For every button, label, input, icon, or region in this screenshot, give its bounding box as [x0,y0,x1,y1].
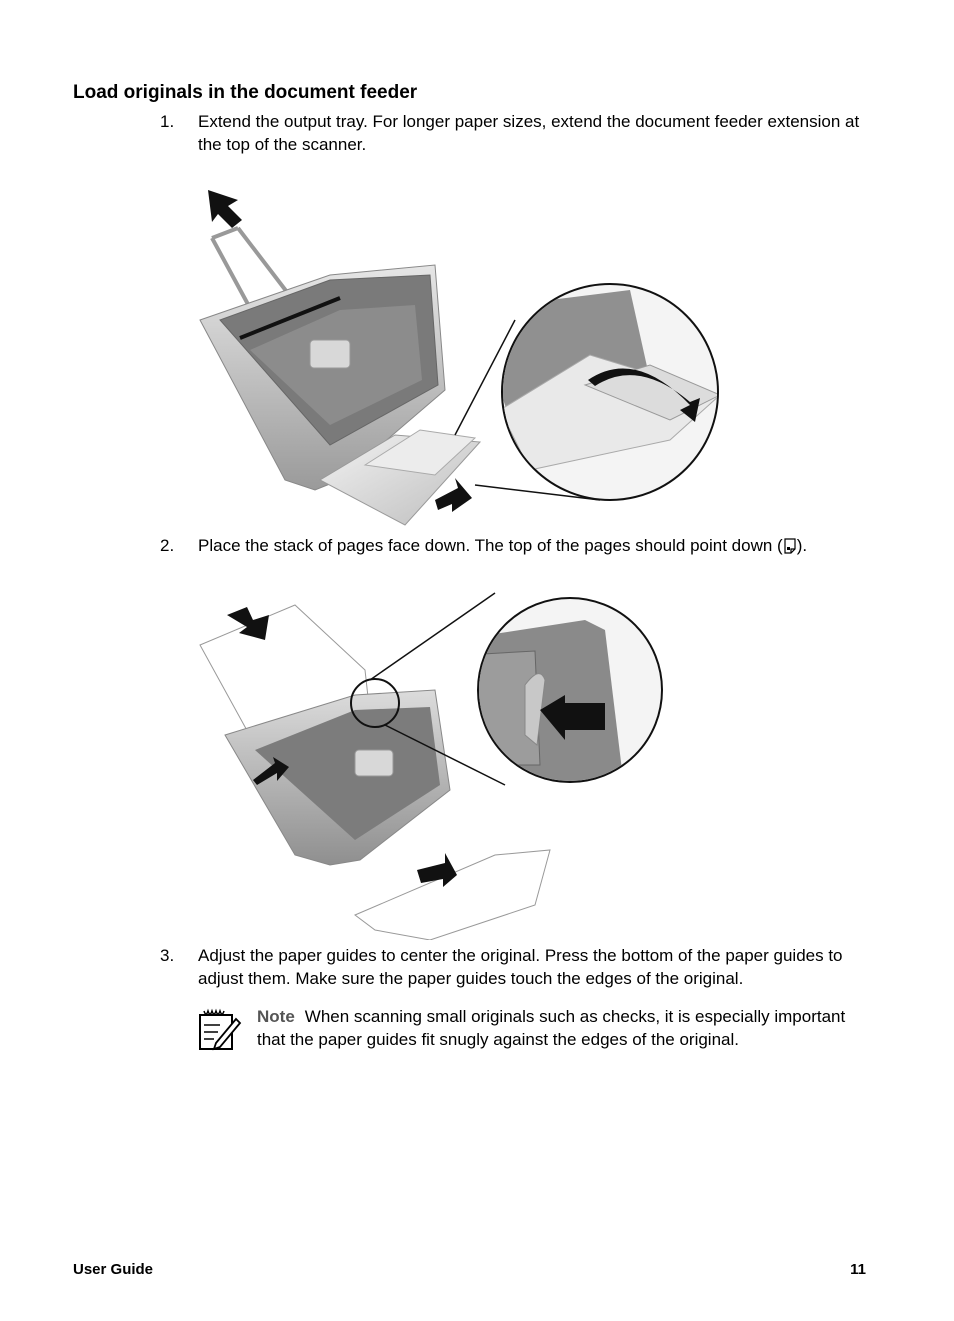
step-text: Extend the output tray. For longer paper sizes, extend the document feeder extension at the top of the scanner. [198,112,860,154]
page-orientation-icon [783,538,797,554]
note-body: When scanning small originals such as checks, it is especially important that the paper guides fit snugly against the edges of the original. [257,1007,846,1049]
step-text: Adjust the paper guides to center the original. Press the bottom of the paper guides to adjust them. Make sure the paper guides touch the edges of the original. [198,946,843,988]
scanner-load-pages-illustration [195,585,670,940]
note-text-block [257,1005,877,1051]
note-pad-icon [196,1007,242,1053]
step-number: 2. [160,536,175,555]
page-heading: Load originals in the document feeder [73,82,418,103]
footer-left: User Guide [73,1261,154,1278]
scanner-output-tray-illustration [190,180,730,530]
step-text-before: Place the stack of pages face down. The top of the pages should point down ( [198,536,783,555]
page-number: 11 [850,1261,866,1278]
step-text-after: ). [796,536,808,555]
step-number: 1. [160,112,175,131]
step-number: 3. [160,946,175,965]
step-text [198,534,870,557]
note-label: Note [257,1007,295,1026]
